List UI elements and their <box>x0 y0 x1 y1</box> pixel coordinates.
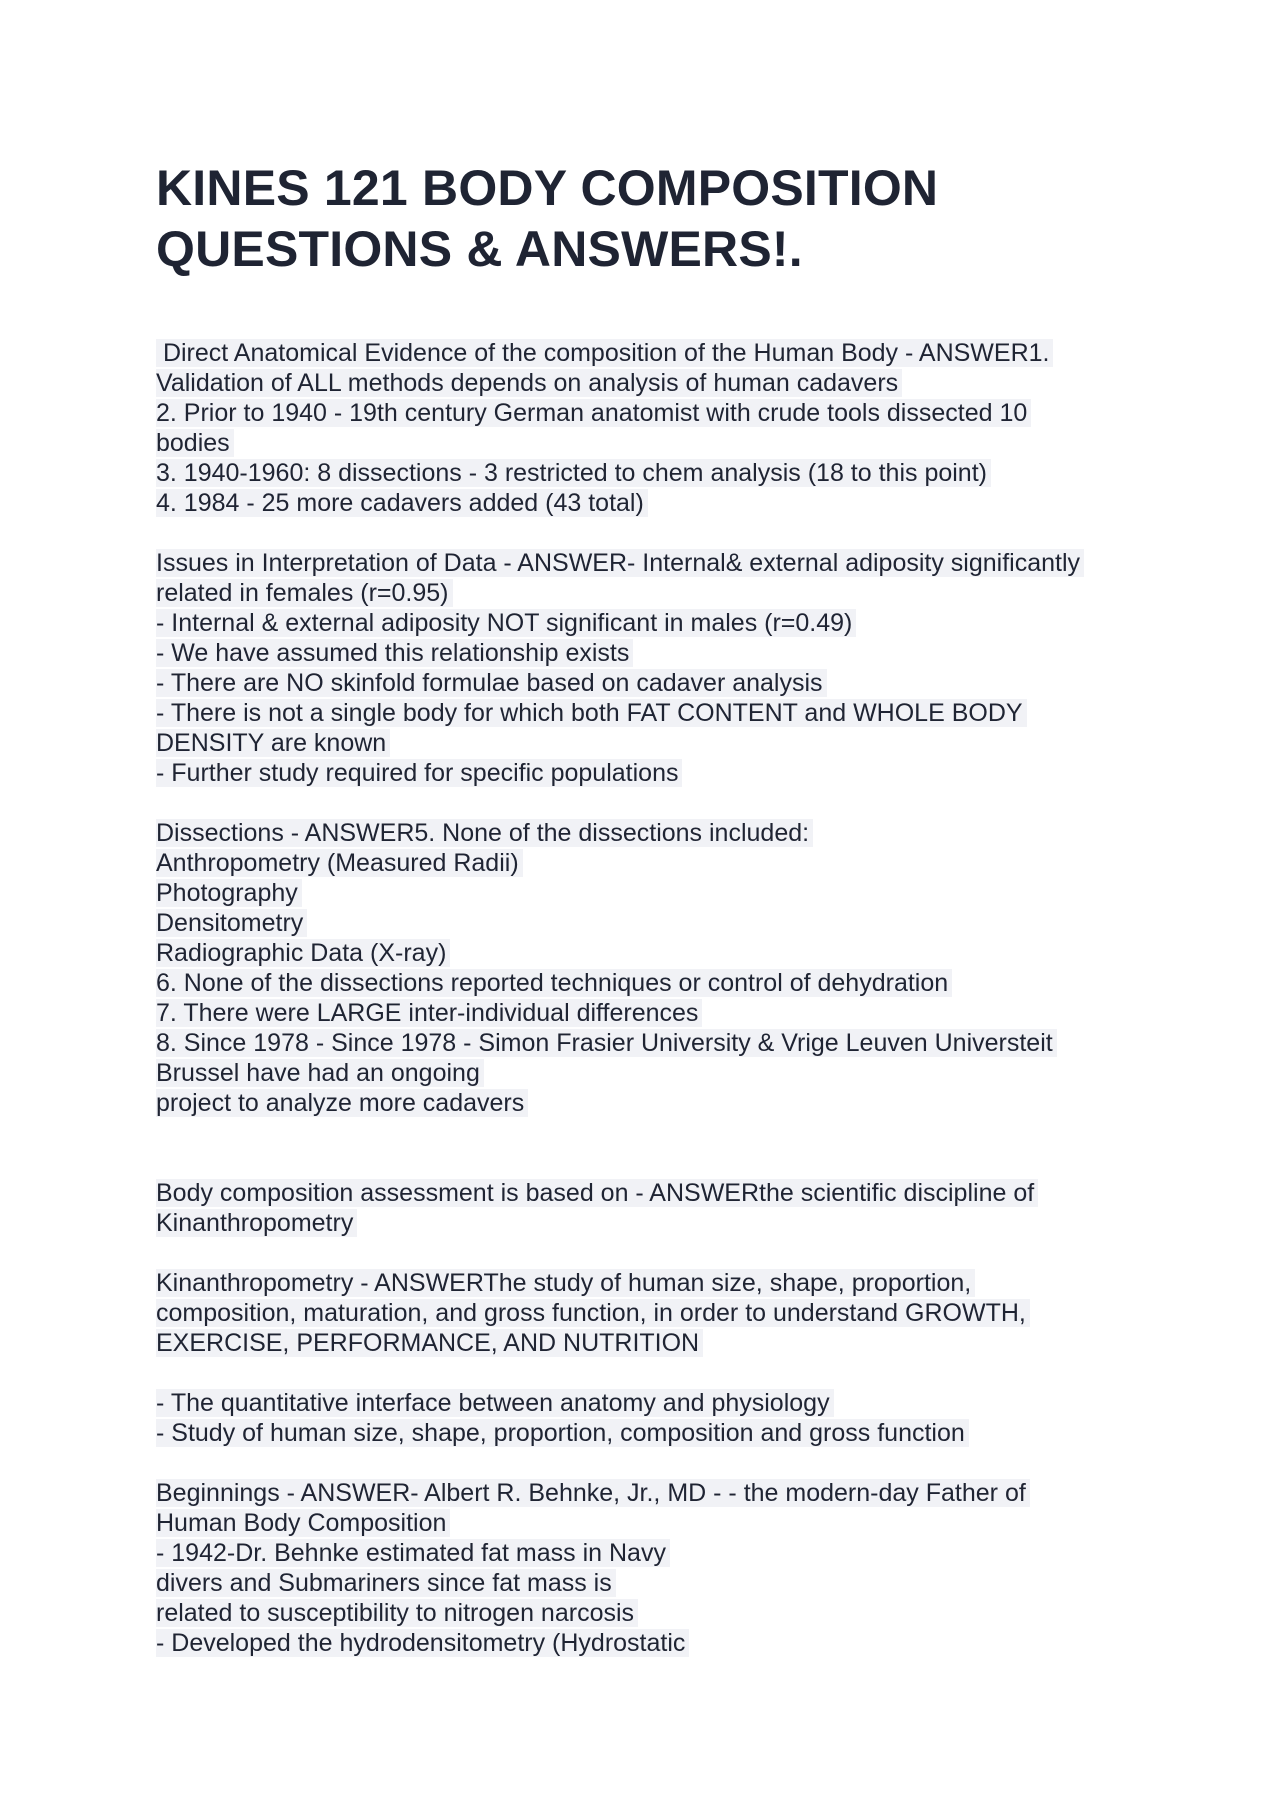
text-line: - The quantitative interface between anatomy and physiology <box>156 1388 1146 1418</box>
qa-block-kinanthropometry <box>156 1268 1146 1358</box>
text-line: Validation of ALL methods depends on analysis of human cadavers <box>156 368 1146 398</box>
text-line: Photography <box>156 878 1146 908</box>
text-line: Beginnings - ANSWER- Albert R. Behnke, Jr., MD - - the modern-day Father of <box>156 1478 1146 1508</box>
qa-block-beginnings <box>156 1478 1146 1658</box>
qa-block-kinanthropometry-notes <box>156 1388 1146 1448</box>
qa-block-issues-interpretation <box>156 548 1146 788</box>
text-line: project to analyze more cadavers <box>156 1088 1146 1118</box>
text-line: 2. Prior to 1940 - 19th century German anatomist with crude tools dissected 10 <box>156 398 1146 428</box>
text-line: divers and Submariners since fat mass is <box>156 1568 1146 1598</box>
text-line: Brussel have had an ongoing <box>156 1058 1146 1088</box>
title-line: KINES 121 BODY COMPOSITION <box>156 160 939 216</box>
text-line: Radiographic Data (X-ray) <box>156 938 1146 968</box>
text-line: 8. Since 1978 - Since 1978 - Simon Frasier University & Vrige Leuven Universteit <box>156 1028 1146 1058</box>
text-line: - Further study required for specific populations <box>156 758 1146 788</box>
paragraph-gap <box>156 1448 1146 1478</box>
paragraph-gap <box>156 518 1146 548</box>
text-line: - There is not a single body for which both FAT CONTENT and WHOLE BODY <box>156 698 1146 728</box>
paragraph-gap <box>156 1358 1146 1388</box>
text-line: composition, maturation, and gross function, in order to understand GROWTH, <box>156 1298 1146 1328</box>
text-line: EXERCISE, PERFORMANCE, AND NUTRITION <box>156 1328 1146 1358</box>
text-line: - There are NO skinfold formulae based on cadaver analysis <box>156 668 1146 698</box>
text-line: Densitometry <box>156 908 1146 938</box>
text-line: DENSITY are known <box>156 728 1146 758</box>
text-line: - Study of human size, shape, proportion, composition and gross function <box>156 1418 1146 1448</box>
text-line: related in females (r=0.95) <box>156 578 1146 608</box>
text-line: Anthropometry (Measured Radii) <box>156 848 1146 878</box>
title-line: QUESTIONS & ANSWERS!. <box>156 221 803 277</box>
text-line: Dissections - ANSWER5. None of the dissections included: <box>156 818 1146 848</box>
text-line: - Developed the hydrodensitometry (Hydrostatic <box>156 1628 1146 1658</box>
text-line: - We have assumed this relationship exists <box>156 638 1146 668</box>
text-line: Kinanthropometry <box>156 1208 1146 1238</box>
qa-block-dissections <box>156 818 1146 1118</box>
text-line: Direct Anatomical Evidence of the composition of the Human Body - ANSWER1. <box>156 338 1146 368</box>
text-line: 6. None of the dissections reported techniques or control of dehydration <box>156 968 1146 998</box>
text-line: related to susceptibility to nitrogen narcosis <box>156 1598 1146 1628</box>
paragraph-gap <box>156 1118 1146 1178</box>
text-line: - Internal & external adiposity NOT significant in males (r=0.49) <box>156 608 1146 638</box>
text-line: bodies <box>156 428 1146 458</box>
document-title <box>156 0 1146 280</box>
text-line: 4. 1984 - 25 more cadavers added (43 total) <box>156 488 1146 518</box>
qa-block-direct-anatomical-evidence <box>156 338 1146 518</box>
text-line: 3. 1940-1960: 8 dissections - 3 restricted to chem analysis (18 to this point) <box>156 458 1146 488</box>
qa-block-body-composition-assessment <box>156 1178 1146 1238</box>
text-line: Issues in Interpretation of Data - ANSWER- Internal& external adiposity significantly <box>156 548 1146 578</box>
paragraph-gap <box>156 788 1146 818</box>
text-line: Body composition assessment is based on - ANSWERthe scientific discipline of <box>156 1178 1146 1208</box>
document-page <box>156 0 1146 1658</box>
text-line: 7. There were LARGE inter-individual differences <box>156 998 1146 1028</box>
text-line: Kinanthropometry - ANSWERThe study of human size, shape, proportion, <box>156 1268 1146 1298</box>
text-line: Human Body Composition <box>156 1508 1146 1538</box>
paragraph-gap <box>156 1238 1146 1268</box>
document-content <box>156 338 1146 1658</box>
text-line: - 1942-Dr. Behnke estimated fat mass in Navy <box>156 1538 1146 1568</box>
